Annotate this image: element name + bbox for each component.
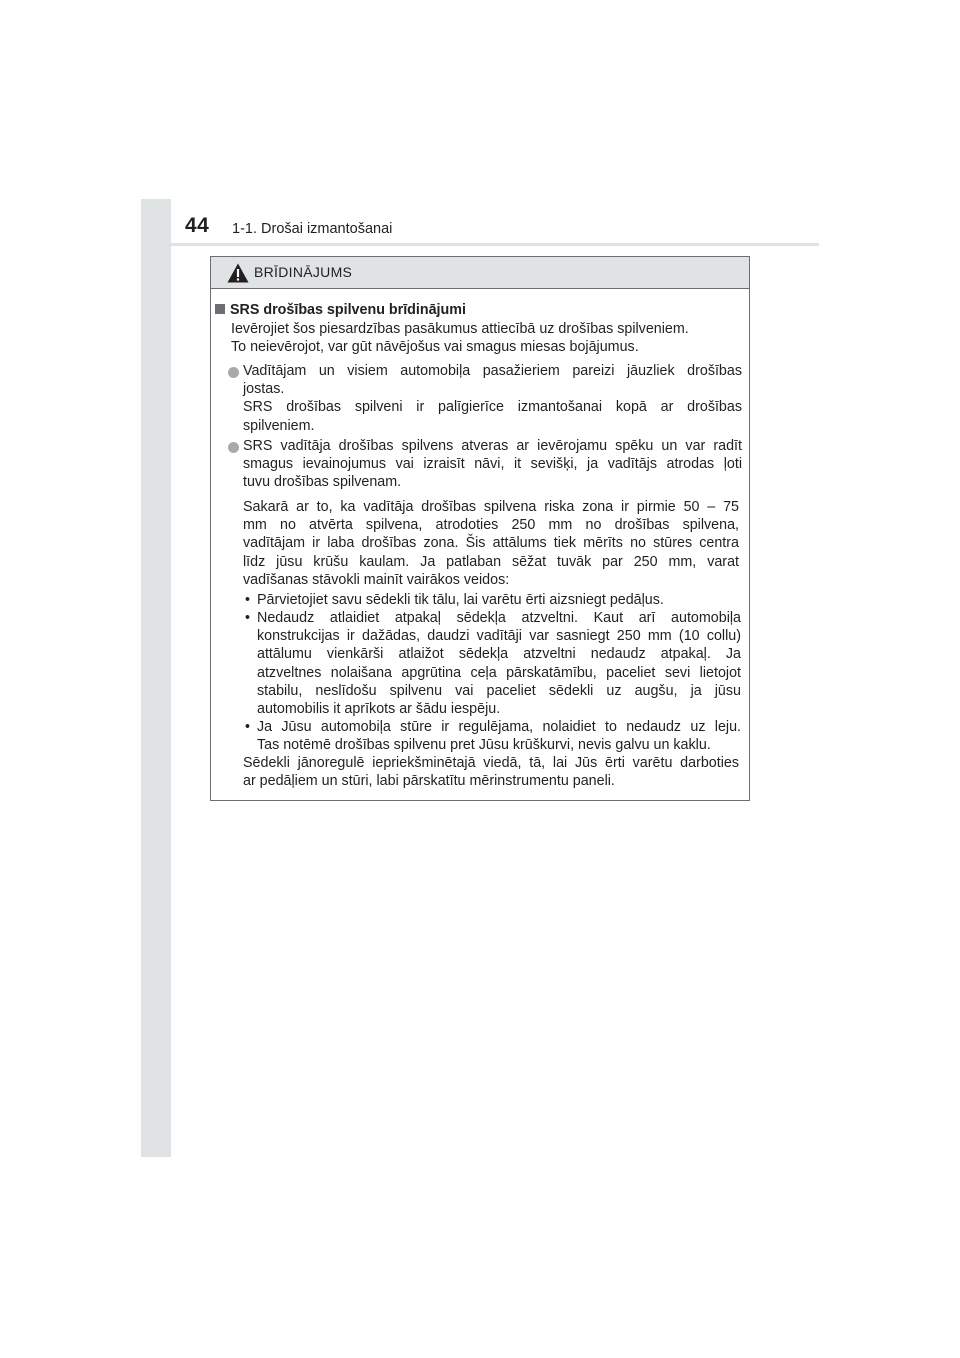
sub-bullet-line: Ja Jūsu automobiļa stūre ir regulējama, nolaidiet to nedaudz uz leju.	[257, 719, 741, 735]
warning-triangle-icon	[227, 263, 249, 283]
intro-line: Ievērojiet šos piesardzības pasākumus attiecībā uz drošības spilveniem.	[231, 321, 689, 337]
circle-bullet-icon	[228, 442, 239, 453]
side-strip	[141, 199, 171, 1157]
item-line: tuvu drošības spilvenam.	[243, 474, 402, 491]
sub-bullet	[257, 609, 741, 718]
sub-bullet-line: automobilis it aprīkots ar šādu iespēju.	[257, 700, 501, 717]
sub-bullet-line: konstrukcijas ir dažādas, daudzi vadītāji var sasniegt 250 mm (10 collu)	[257, 628, 741, 645]
item-line: jostas.	[243, 381, 285, 398]
item-line: SRS vadītāja drošības spilvens atveras ar ievērojamu spēku un var radīt	[243, 438, 742, 454]
warning-heading-text: SRS drošības spilvenu brīdinājumi	[230, 302, 466, 318]
sub-bullet	[257, 591, 741, 609]
warning-content	[211, 288, 749, 800]
bullet-marker: •	[245, 610, 251, 626]
risk-zone-paragraph	[243, 498, 739, 589]
bullet-marker: •	[245, 592, 251, 608]
item-line: Vadītājam un visiem automobiļa pasažieriem pareizi jāuzliek drošības	[243, 363, 742, 379]
page-number: 44	[185, 214, 210, 237]
sub-bullet-line: atzveltnes nolaišana apgrūtina ceļa pārskatāmību, paceliet sevi lietojot	[257, 664, 741, 681]
list-item	[243, 362, 742, 435]
paragraph-line: līdz jūsu krūšu kaulam. Ja patlaban sēžat tuvāk par 250 mm, varat	[243, 553, 739, 570]
bullet-marker: •	[245, 719, 251, 735]
sub-bullet	[257, 718, 741, 754]
closing-line: Sēdekli jānoregulē iepriekšminētajā viedā, tā, lai Jūs ērti varētu darboties	[243, 755, 739, 771]
paragraph-line: Sakarā ar to, ka vadītāja drošības spilvena riska zona ir pirmie 50 – 75	[243, 499, 739, 515]
section-title: 1-1. Drošai izmantošanai	[232, 221, 393, 237]
sub-bullet-line: Pārvietojiet savu sēdekli tik tālu, lai varētu ērti aizsniegt pedāļus.	[257, 592, 664, 608]
intro-text	[231, 320, 736, 356]
list-item	[243, 437, 742, 492]
warning-heading	[215, 301, 466, 319]
sub-bullet-line: Nedaudz atlaidiet atpakaļ sēdekļa atzveltni. Kaut arī automobiļa	[257, 610, 741, 626]
closing-paragraph	[243, 754, 739, 790]
sub-bullet-line: stabilu, neslīdošu spilvenu vai paceliet sēdekli uz augšu, ja jūsu	[257, 682, 741, 699]
paragraph-line: mm no atvērta spilvena, atrodoties 250 mm no drošības spilvena,	[243, 517, 739, 534]
square-marker-icon	[215, 304, 225, 314]
warning-header	[211, 257, 749, 289]
warning-box	[210, 256, 750, 801]
circle-bullet-icon	[228, 367, 239, 378]
paragraph-line: vadīšanas stāvokli mainīt vairākos veidos:	[243, 571, 510, 588]
item-line: SRS drošības spilveni ir palīgierīce izmantošanai kopā ar drošības	[243, 399, 742, 416]
sub-bullet-line: Tas notēmē drošības spilvenu pret Jūsu krūškurvi, nevis galvu un kaklu.	[257, 737, 711, 754]
sub-bullet-line: attālumu vienkārši atlaižot sēdekļa atzveltni nedaudz atpakaļ. Ja	[257, 646, 741, 663]
warning-label: BRĪDINĀJUMS	[254, 264, 353, 280]
item-line: smagus ievainojumus vai izraisīt nāvi, it sevišķi, ja vadītājs atrodas ļoti	[243, 456, 742, 473]
paragraph-line: vadītājam ir laba drošības zona. Šis attālums tiek mērīts no stūres centra	[243, 535, 739, 552]
item-line: spilveniem.	[243, 417, 315, 434]
intro-line: To neievērojot, var gūt nāvējošus vai smagus miesas bojājumus.	[231, 339, 639, 356]
closing-line: ar pedāļiem un stūri, labi pārskatītu mērinstrumentu paneli.	[243, 773, 615, 790]
header-rule	[171, 243, 819, 246]
